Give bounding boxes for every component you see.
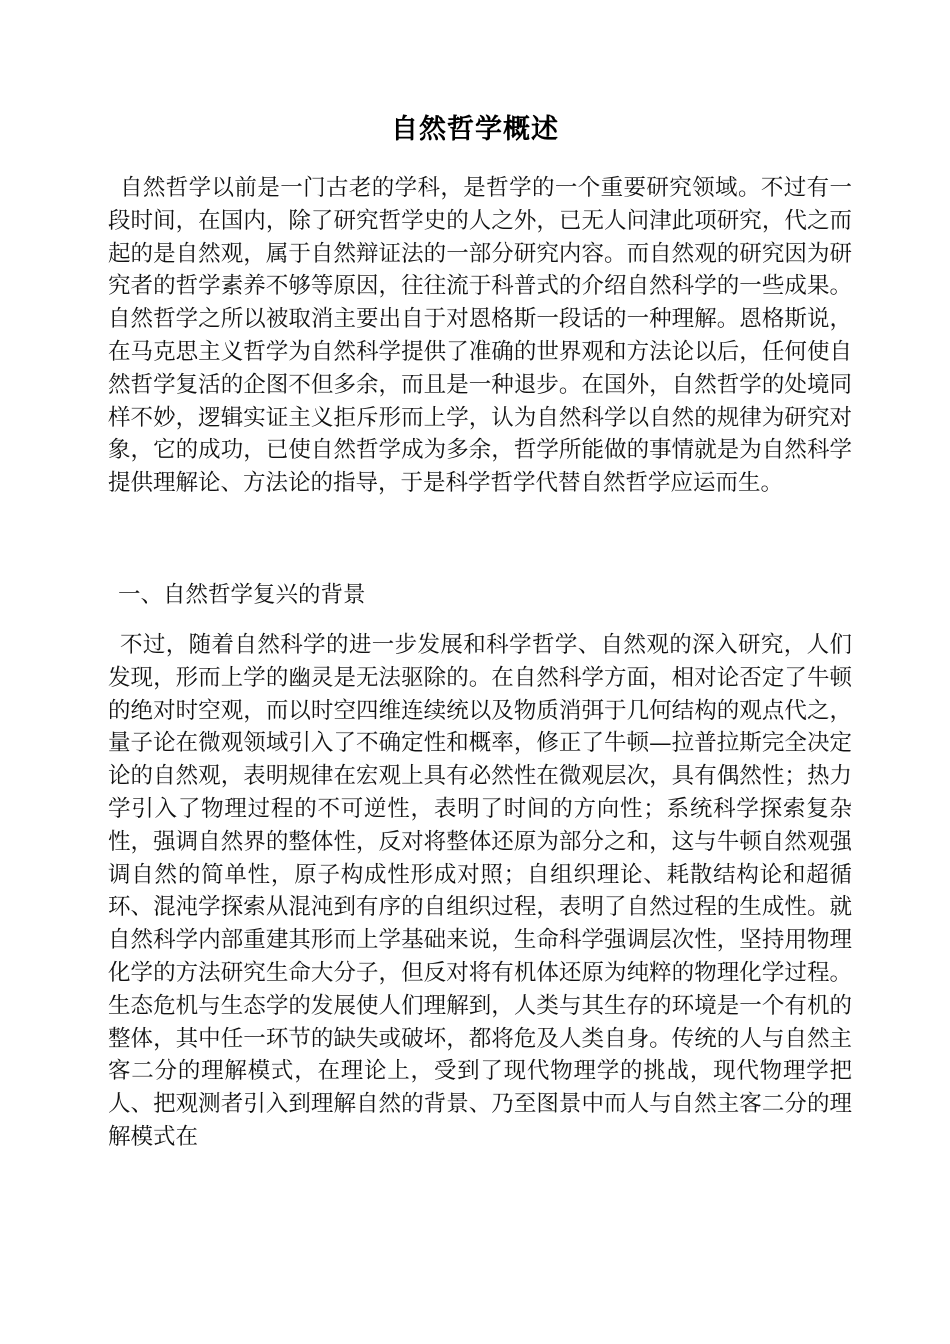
section-heading: 一、自然哲学复兴的背景 [118, 582, 366, 608]
background-paragraph: 不过，随着自然科学的进一步发展和科学哲学、自然观的深入研究，人们发现，形而上学的幽灵是无法驱除的。在自然科学方面，相对论否定了牛顿的绝对时空观，而以时空四维连续统以及物质消弭于几何结构的观点代之，量子论在微观领域引入了不确定性和概率，修正了牛顿—拉普拉斯完全决定论的自然观，表明规律在宏观上具有必然性在微观层次，具有偶然性；热力学引入了物理过程的不可逆性，表明了时间的方向性；系统科学探索复杂性，强调自然界的整体性，反对将整体还原为部分之和，这与牛顿自然观强调自然的简单性，原子构成性形成对照；自组织理论、耗散结构论和超循环、混沌学探索从混沌到有序的自组织过程，表明了自然过程的生成性。就自然科学内部重建其形而上学基础来说，生命科学强调层次性，坚持用物理化学的方法研究生命大分子，但反对将有机体还原为纯粹的物理化学过程。生态危机与生态学的发展使人们理解到，人类与其生存的环境是一个有机的整体，其中任一环节的缺失或破坏，都将危及人类自身。传统的人与自然主客二分的理解模式，在理论上，受到了现代物理学的挑战，现代物理学把人、把观测者引入到理解自然的背景、乃至图景中而人与自然主客二分的理解模式在 [108, 632, 852, 1150]
document-title: 自然哲学概述 [391, 114, 559, 145]
intro-paragraph: 自然哲学以前是一门古老的学科，是哲学的一个重要研究领域。不过有一段时间，在国内，除了研究哲学史的人之外，已无人问津此项研究，代之而起的是自然观，属于自然辩证法的一部分研究内容。而自然观的研究因为研究者的哲学素养不够等原因，往往流于科普式的介绍自然科学的一些成果。自然哲学之所以被取消主要出自于对恩格斯一段话的一种理解。恩格斯说，在马克思主义哲学为自然科学提供了准确的世界观和方法论以后，任何使自然哲学复活的企图不但多余，而且是一种退步。在国外，自然哲学的处境同样不妙，逻辑实证主义拒斥形而上学，认为自然科学以自然的规律为研究对象，它的成功，已使自然哲学成为多余，哲学所能做的事情就是为自然科学提供理解论、方法论的指导，于是科学哲学代替自然哲学应运而生。 [108, 175, 852, 497]
